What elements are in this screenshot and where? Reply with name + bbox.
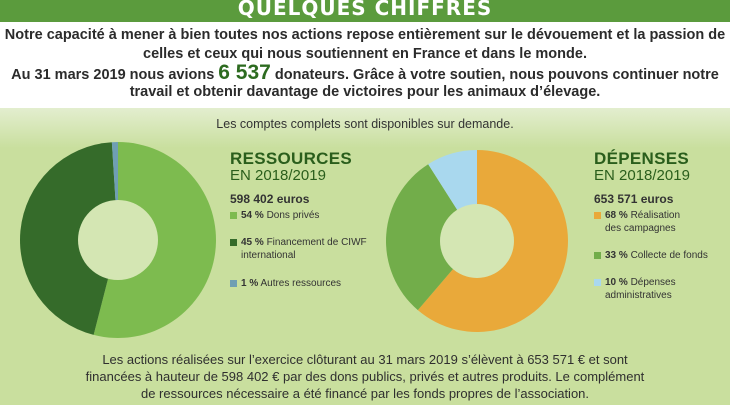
legend-administratives: 10 % Dépenses administratives — [605, 277, 676, 301]
legend-swatch-campagnes — [594, 212, 601, 219]
intro-line-3 — [0, 61, 730, 84]
page-title: QUELQUES CHIFFRES — [237, 0, 493, 20]
intro-line-4: travail et obtenir davantage de victoires pour les animaux d’élevage. — [129, 84, 601, 100]
legend-swatch-ciwf — [230, 239, 237, 246]
legend-swatch-administratives — [594, 279, 601, 286]
ressources-title: RESSOURCES — [230, 149, 353, 168]
intro-line-3-start: Au 31 mars 2019 nous avions — [11, 67, 215, 83]
footer-line-1: Les actions réalisées sur l’exercice clôturant au 31 mars 2019 s’élèvent à 653 571 € et sont — [102, 352, 628, 367]
depenses-period: EN 2018/2019 — [594, 167, 690, 184]
ressources-donut-chart — [18, 140, 218, 340]
donor-count: 6 537 — [218, 61, 271, 84]
legend-swatch-collecte — [594, 252, 601, 259]
depenses-donut-chart — [384, 148, 570, 334]
ressources-period: EN 2018/2019 — [230, 167, 326, 184]
legend-swatch-autres — [230, 280, 237, 287]
intro-line-1: Notre capacité à mener à bien toutes nos actions repose entièrement sur le dévouement et la passion de — [4, 27, 726, 43]
depenses-amount: 653 571 euros — [594, 192, 674, 206]
accounts-note: Les comptes complets sont disponibles sur demande. — [216, 117, 514, 131]
legend-campagnes: 68 % Réalisation des campagnes — [605, 210, 681, 234]
footer-line-3: de ressources nécessaire a été financé par les fonds propres de l’association. — [140, 386, 590, 401]
ressources-donut-hole — [78, 200, 158, 280]
legend-collecte: 33 % Collecte de fonds — [605, 250, 708, 261]
footer-line-2: financées à hauteur de 598 402 € par des dons publics, privés et autres produits. Le complément — [85, 369, 645, 384]
legend-ciwf: 45 % Financement de CIWF international — [241, 237, 367, 261]
intro-line-2: celles et ceux qui nous soutiennent en France et dans le monde. — [143, 46, 587, 62]
intro-line-3-end: donateurs. Grâce à votre soutien, nous pouvons continuer notre — [274, 67, 719, 83]
legend-dons-prives: 54 % Dons privés — [241, 210, 320, 221]
depenses-title: DÉPENSES — [594, 149, 689, 168]
ressources-amount: 598 402 euros — [230, 192, 310, 206]
legend-swatch-dons-prives — [230, 212, 237, 219]
depenses-donut-hole — [440, 204, 514, 278]
legend-autres-ressources: 1 % Autres ressources — [241, 278, 342, 289]
